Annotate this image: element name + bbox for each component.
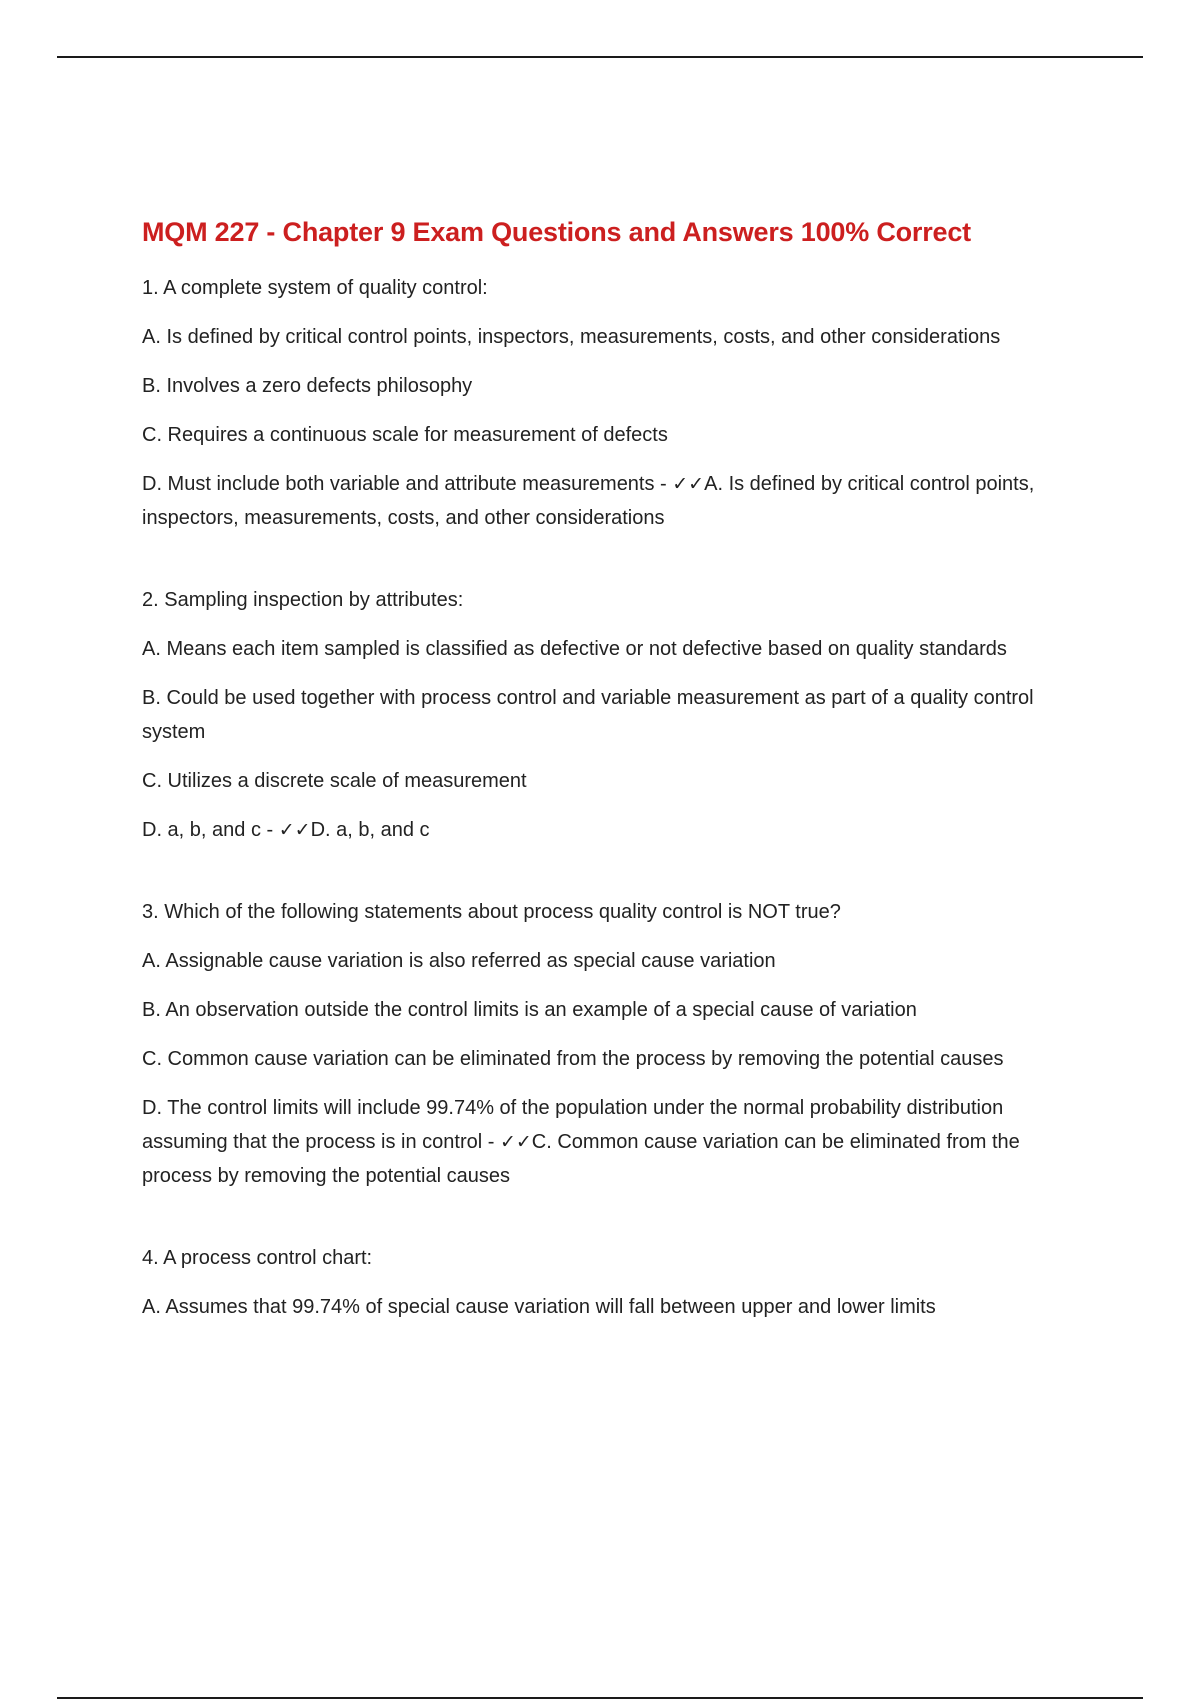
option-c: C. Common cause variation can be eliminated from the process by removing the potential causes [142,1048,1004,1070]
option-b: B. Could be used together with process control and variable measurement as part of a quality control system [142,687,1034,743]
document-title: MQM 227 - Chapter 9 Exam Questions and Answers 100% Correct [142,217,971,247]
answer-text: C. Common cause variation can be eliminated from the process by removing the potential causes [142,1131,1020,1187]
option-d-with-answer [142,1091,1062,1193]
question-prompt: 3. Which of the following statements about process quality control is NOT true? [142,901,841,923]
checkmark-icon: ✓✓ [672,473,705,495]
option-b: B. An observation outside the control limits is an example of a special cause of variation [142,999,917,1021]
option-a: A. Means each item sampled is classified as defective or not defective based on quality standards [142,638,1007,660]
option-c: C. Requires a continuous scale for measurement of defects [142,424,668,446]
question-1 [142,271,1062,535]
top-rule [57,56,1143,58]
question-2 [142,583,1062,847]
option-a: A. Assumes that 99.74% of special cause variation will fall between upper and lower limits [142,1296,936,1318]
answer-text: D. a, b, and c [310,819,430,841]
option-a: A. Assignable cause variation is also referred as special cause variation [142,950,776,972]
option-a: A. Is defined by critical control points, inspectors, measurements, costs, and other considerations [142,326,1001,348]
option-b: B. Involves a zero defects philosophy [142,375,473,397]
checkmark-icon: ✓✓ [499,1131,532,1153]
document-body [142,215,1062,1324]
question-3 [142,895,1062,1193]
option-d: D. Must include both variable and attribute measurements - [142,473,673,495]
question-prompt: 4. A process control chart: [142,1247,373,1269]
option-d: D. a, b, and c - [142,819,279,841]
bottom-rule [57,1697,1143,1699]
question-4 [142,1241,1062,1324]
question-prompt: 2. Sampling inspection by attributes: [142,589,464,611]
option-d-with-answer [142,467,1062,535]
option-d-with-answer [142,813,1062,847]
option-d: D. The control limits will include 99.74% of the population under the normal probability distribution assuming that the process is in control - [142,1097,1004,1153]
question-prompt: 1. A complete system of quality control: [142,277,488,299]
checkmark-icon: ✓✓ [278,819,311,841]
answer-text: A. Is defined by critical control points, inspectors, measurements, costs, and other considerations [142,473,1035,529]
option-c: C. Utilizes a discrete scale of measurement [142,770,527,792]
